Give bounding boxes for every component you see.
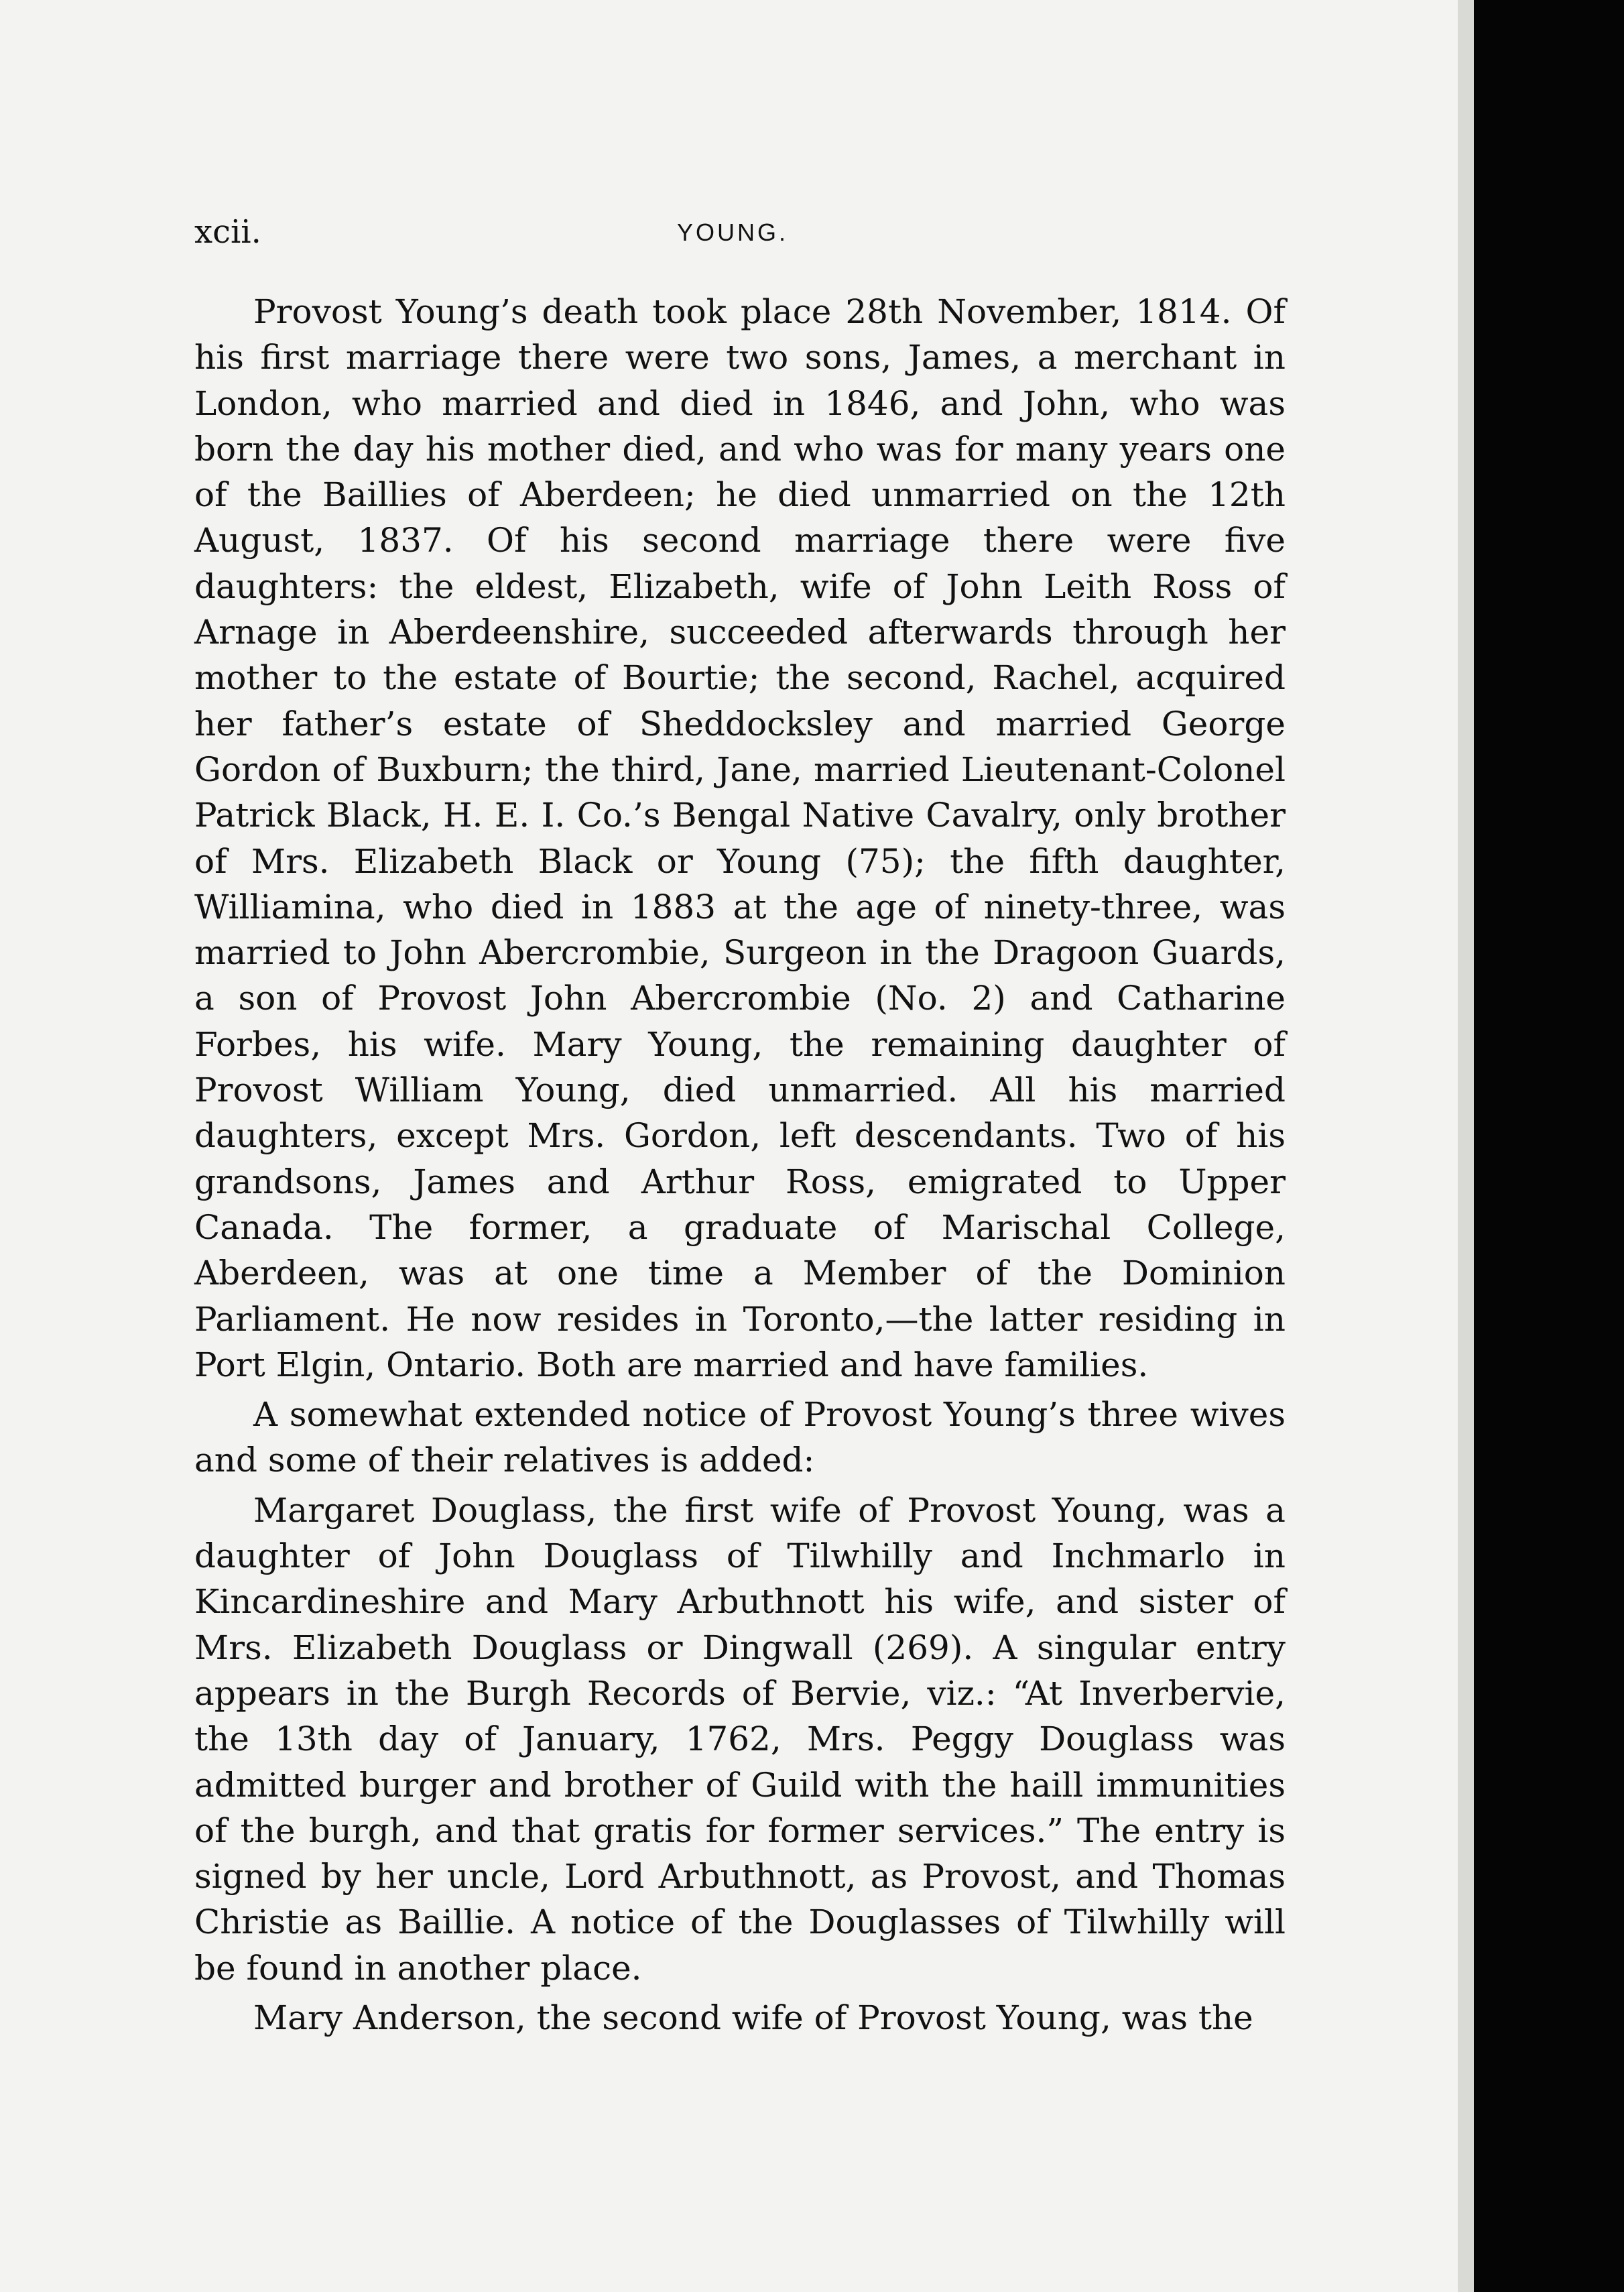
page-number: xcii. xyxy=(194,213,261,251)
page-header xyxy=(194,213,1280,267)
paragraph-mary-anderson: Mary Anderson, the second wife of Provost Young, was the xyxy=(253,1998,1253,2037)
page-edge xyxy=(1458,0,1474,2292)
body-text xyxy=(194,289,1286,2041)
paragraph-margaret-douglass: Margaret Douglass, the first wife of Provost Young, was a daughter of John Douglass of Tilwhilly and Inchmarlo in Kincardineshire and Mary Arbuthnott his wife, and sister of Mrs. Elizabeth Douglass or Dingwall (269). A singular entry appears in the Burgh Records of Bervie, viz.: “At Inverbervie, the 13th day of January, 1762, Mrs. Peggy Douglass was admitted burger and brother of Guild with the haill immunities of the burgh, and that gratis for former services.” The entry is signed by her uncle, Lord Arbuthnott, as Provost, and Thomas Christie as Baillie. A notice of the Douglasses of Tilwhilly will be found in another place. xyxy=(194,1490,1286,1988)
book-binding-shadow xyxy=(1474,0,1624,2292)
paragraph-wives-notice: A somewhat extended notice of Provost Young’s three wives and some of their relatives is added: xyxy=(194,1395,1286,1480)
paragraph-provost-death: Provost Young’s death took place 28th November, 1814. Of his first marriage there were two sons, James, a merchant in London, who married and died in 1846, and John, who was born the day his mother died, and who was for many years one of the Baillies of Aberdeen; he died unmarried on the 12th August, 1837. Of his second marriage there were five daughters: the eldest, Elizabeth, wife of John Leith Ross of Arnage in Aberdeenshire, succeeded afterwards through her mother to the estate of Bourtie; the second, Rachel, acquired her father’s estate of Sheddocksley and married George Gordon of Buxburn; the third, Jane, married Lieutenant-Colonel Patrick Black, H. E. I. Co.’s Bengal Native Cavalry, only brother of Mrs. Elizabeth Black or Young (75); the fifth daughter, Williamina, who died in 1883 at the age of ninety-three, was married to John Abercrombie, Surgeon in the Dragoon Guards, a son of Provost John Abercrombie (No. 2) and Catharine Forbes, his wife. Mary Young, the remaining daughter of Provost William Young, died unmarried. All his married daughters, except Mrs. Gordon, left descendants. Two of his grandsons, James and Arthur Ross, emigrated to Upper Canada. The former, a graduate of Marischal College, Aberdeen, was at one time a Member of the Dominion Parliament. He now resides in Toronto,—the latter residing in Port Elgin, Ontario. Both are married and have families. xyxy=(194,292,1286,1384)
running-head: YOUNG. xyxy=(677,219,789,246)
